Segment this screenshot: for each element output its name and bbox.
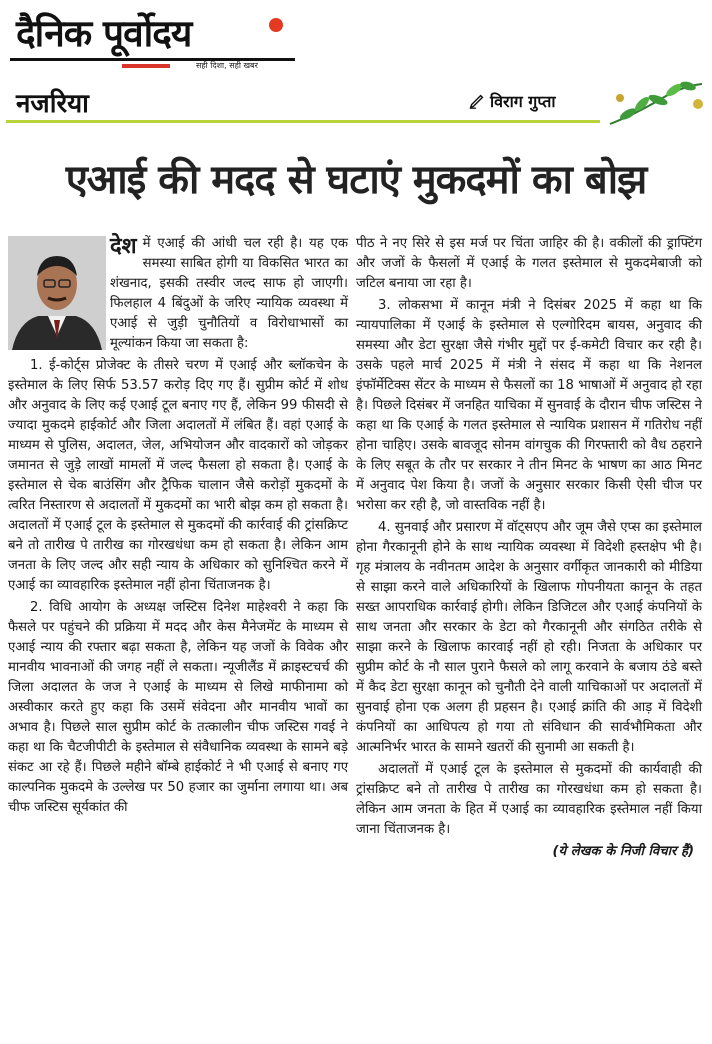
author-disclaimer: (ये लेखक के निजी विचार हैं) — [552, 844, 694, 859]
drop-word: देश — [110, 234, 137, 259]
article-paragraph: अदालतों में एआई टूल के इस्तेमाल से मुकदमों की कार्यवाही की ट्रांसक्रिप्ट बने तो तारीख पे तारीख का गोरखधंधा कम हो सकता है। लेकिन आम जनता के हित में एआई का व्यावहारिक इस्तेमाल नहीं किया जाना चिंताजनक है। — [356, 762, 702, 837]
pen-icon — [468, 92, 486, 110]
article-paragraph: 2. विधि आयोग के अध्यक्ष जस्टिस दिनेश माहेश्वरी ने कहा कि फैसले पर पहुंचने की प्रक्रिया में मदद और केस मैनेजमेंट के माध्यम से एआई न्याय की रफ्तार बढ़ा सकता है, लेकिन यह जजों के विवेक और मानवीय भावनाओं की जगह नहीं ले सकता। न्यूजीलैंड में क्राइस्टचर्च की जिला अदालत के जज ने एआई के माध्यम से लिखे माफीनामा को अस्वीकार करते हुए कहा कि उसमें संवेदना और मानवीय भावों का अभाव है। पिछले साल सुप्रीम कोर्ट के तत्कालीन चीफ जस्टिस गवई ने कहा था कि चैटजीपीटी के इस्तेमाल से संवैधानिक व्यवस्था के सामने बड़े संकट आ रहे हैं। पिछले महीने बॉम्बे हाईकोर्ट ने भी एआई से बनाए गए काल्पनिक मुकदमे के उल्लेख पर 50 हजार का जुर्माना लगाया था। अब चीफ जस्टिस सूर्यकांत की — [8, 600, 348, 815]
article-column-left — [8, 234, 348, 820]
logo-dot-icon — [269, 18, 283, 32]
photo-spacer — [8, 236, 110, 352]
masthead — [10, 6, 300, 74]
article-column-right — [356, 234, 702, 864]
article-paragraph: 3. लोकसभा में कानून मंत्री ने दिसंबर 2025 में कहा था कि न्यायपालिका में एआई के इस्तेमाल से एल्गोरिदम बायस, अनुवाद की समस्या और डेटा सुरक्षा जैसे गंभीर मुद्दों पर ई-कमेटी विचार कर रही है। उसके पहले मार्च 2025 में मंत्री ने संसद में कहा था कि नेशनल इंफॉर्मेटिक्स सेंटर के माध्यम से फैसलों का 18 भाषाओं में अनुवाद हो रहा है। पिछले दिसंबर में जनहित याचिका में सुनवाई के दौरान चीफ जस्टिस ने कहा था कि एआई के गलत इस्तेमाल से न्यायिक प्रशासन में गतिरोध नहीं होना चाहिए। उसके बावजूद सोनम वांगचुक की गिरफ्तारी को वैध ठहराने के लिए सबूत के तौर पर सरकार ने तीन मिनट के भाषण का आठ मिनट में अनुवाद पेश किया है। जजों के अनुसार सरकार किसी ऐसी चीज पर भरोसा कर रही है, जो वास्तविक नहीं है। — [356, 298, 702, 513]
paragraph-text: में एआई की आंधी चल रही है। यह एक समस्या साबित होगी या विकसित भारत का शंखनाद, इसकी तस्वीर जल्द साफ हो जाएगी। फिलहाल 4 बिंदुओं के जरिए न्यायिक व्यवस्था में एआई से जुड़ी चुनौतियों व विरोधाभासों का मूल्यांकन किया जा सकता है: — [110, 236, 348, 351]
masthead-tagline: सही दिशा, सही खबर — [196, 61, 258, 70]
section-title: नजरिया — [16, 89, 89, 119]
author-name: विराग गुप्ता — [490, 92, 556, 111]
leaf-decoration-icon — [606, 74, 706, 130]
article-paragraph: पीठ ने नए सिरे से इस मर्ज पर चिंता जाहिर की है। वकीलों की ड्राफ्टिंग और जजों के फैसलों में एआई के गलत इस्तेमाल से मुकदमेबाजी को जटिल बनाया जा रहा है। — [356, 236, 702, 291]
section-bar — [6, 80, 600, 126]
masthead-title: दैनिक पूर्वोदय — [16, 12, 192, 55]
masthead-red-bar — [122, 64, 170, 68]
article-paragraph: 4. सुनवाई और प्रसारण में वॉट्सएप और जूम जैसे एप्स का इस्तेमाल होना गैरकानूनी होने के साथ न्यायिक व्यवस्था में विदेशी हस्तक्षेप भी है। गृह मंत्रालय के नवीनतम आदेश के अनुसार वर्गीकृत जानकारी को मीडिया से साझा करने वाले अधिकारियों के खिलाफ गोपनीयता कानून के तहत सख्त आपराधिक कार्रवाई होगी। लेकिन डिजिटल और एआई कंपनियों के साथ जनता और सरकार के डेटा को गैरकानूनी और संगठित तरीके से साझा करने के खिलाफ कारवाई नहीं हो रही। निजता के अधिकार पर सुप्रीम कोर्ट के नौ साल पुराने फैसले को लागू करवाने के बजाय ठंडे बस्ते में कैद डेटा सुरक्षा कानून को चुनौती देने वाली याचिकाओं पर अदालतों में सुनवाई होना एक अलग ही प्रहसन है। एआई क्रांति की आड़ में विदेशी कंपनियों का आधिपत्य हो गया तो संविधान की सार्वभौमिकता और आत्मनिर्भर भारत के सामने खतरों की सुनामी आ सकती है। — [356, 520, 702, 755]
article-paragraph: 1. ई-कोर्ट्स प्रोजेक्ट के तीसरे चरण में एआई और ब्लॉकचेन के इस्तेमाल के लिए सिर्फ 53.57 करोड़ दिए गए हैं। सुप्रीम कोर्ट में शोध और अनुवाद के लिए कई एआई टूल बनाए गए हैं, लेकिन 99 फीसदी से ज्यादा मुकदमे हाईकोर्ट और जिला अदालतों में लंबित हैं। वहां एआई के माध्यम से पुलिस, अदालत, जेल, अभियोजन और वादकारों को जोड़कर जमानत से जुड़े लाखों मामलों में जल्द फैसला हो सकता है। एआई के इस्तेमाल से चेक बाउंसिंग और ट्रैफिक चालान जैसे करोड़ों मुकदमों के त्वरित निस्तारण से अदालतों में मुकदमों का भारी बोझ कम हो सकता है। अदालतों में एआई टूल के इस्तेमाल से मुकदमों की कार्रवाई की ट्रांसक्रिप्ट बने तो तारीख पे तारीख का गोरखधंधा कम हो सकता है। लेकिन आम जनता के लिए जल्द और सही न्याय के अधिकार को सुनिश्चित करने में एआई का व्यावहारिक इस्तेमाल नहीं होना चिंताजनक है। — [8, 358, 348, 593]
byline — [468, 90, 556, 112]
section-rule — [6, 120, 600, 123]
headline: एआई की मदद से घटाएं मुकदमों का बोझ — [65, 157, 647, 203]
